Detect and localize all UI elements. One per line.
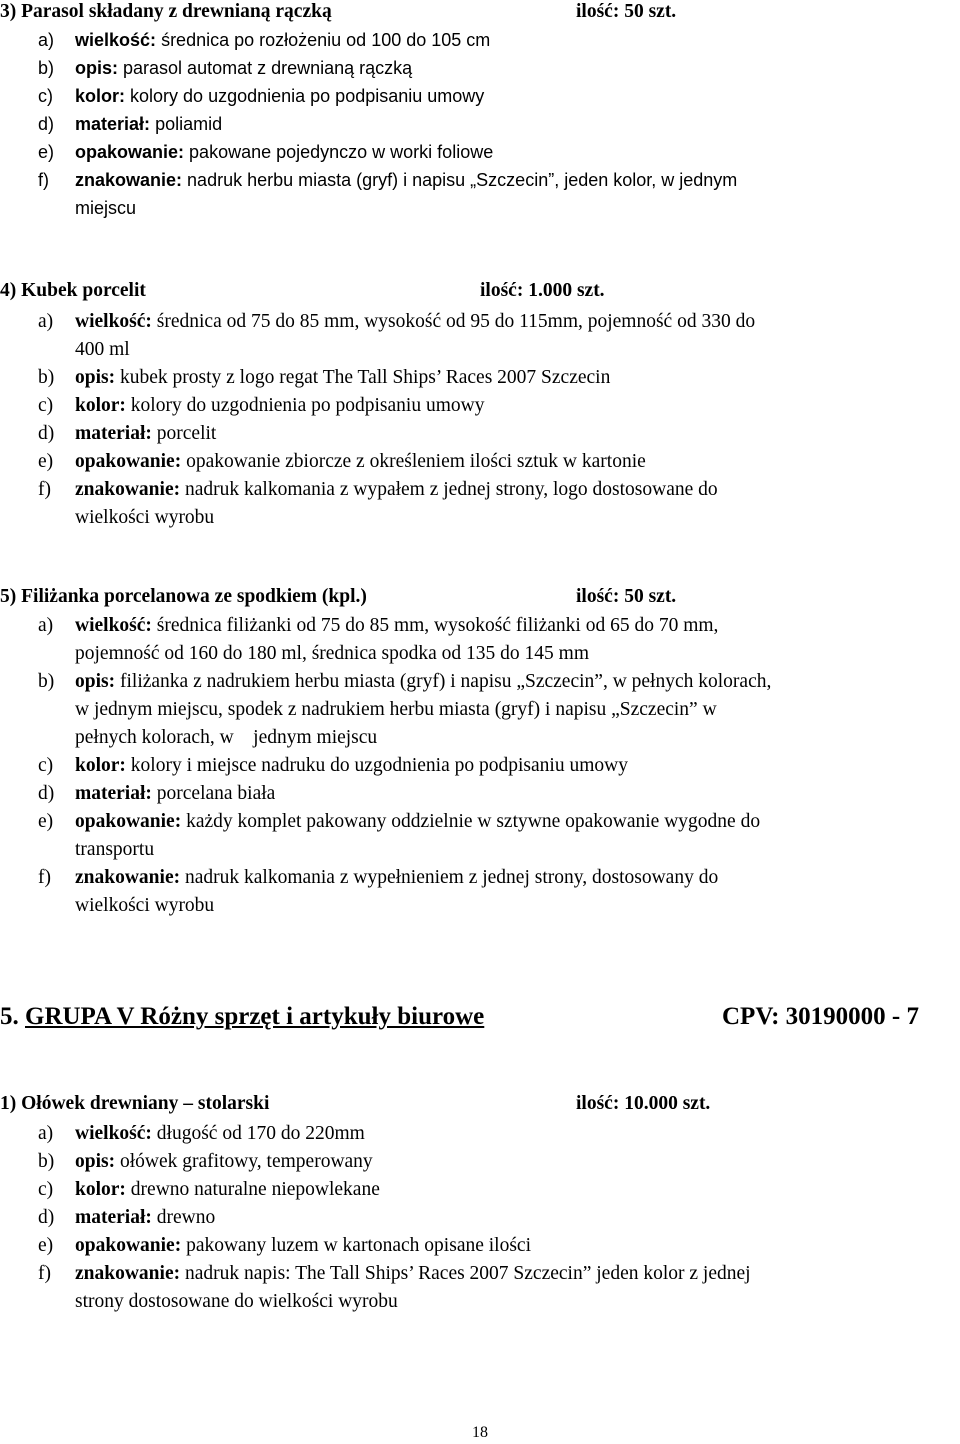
item-letter: d): [38, 1207, 55, 1228]
item-text: [75, 392, 484, 420]
item-label: znakowanie:: [75, 867, 181, 888]
item-text: [75, 420, 216, 448]
item-text: [75, 1232, 531, 1260]
item-label: wielkość:: [75, 30, 157, 50]
item-value: pakowany luzem w kartonach opisane ilości: [186, 1235, 531, 1256]
item-letter: a): [38, 311, 54, 332]
item-letter: c): [38, 395, 54, 416]
section-title: 5) Filiżanka porcelanowa ze spodkiem (kpl.): [0, 586, 367, 607]
item-row: [38, 54, 54, 82]
item-letter: c): [38, 755, 54, 776]
item-label: opakowanie:: [75, 142, 185, 162]
item-value: pakowane pojedynczo w worki foliowe: [189, 142, 494, 162]
item-label: znakowanie:: [75, 170, 183, 190]
item-text: [75, 1148, 373, 1176]
item-value: kolory do uzgodnienia po podpisaniu umowy: [130, 395, 485, 416]
item-text: [75, 1176, 380, 1204]
item-letter: d): [38, 114, 55, 134]
item-label: znakowanie:: [75, 479, 181, 500]
item-text: [75, 476, 718, 504]
item-continuation: strony dostosowane do wielkości wyrobu: [75, 1291, 398, 1312]
item-row: [38, 82, 53, 110]
item-row: [38, 110, 54, 138]
item-value: drewno: [156, 1207, 216, 1228]
item-label: kolor:: [75, 86, 126, 106]
item-letter: b): [38, 367, 55, 388]
item-row: [38, 1260, 51, 1288]
item-label: wielkość:: [75, 615, 152, 636]
item-continuation: transportu: [75, 839, 155, 860]
item-label: opis:: [75, 58, 118, 78]
item-letter: d): [38, 423, 55, 444]
item-value: nadruk napis: The Tall Ships’ Races 2007 Szczecin” jeden kolor z jednej: [184, 1263, 751, 1284]
section-quantity: ilość: 50 szt.: [576, 1, 677, 22]
item-text: [75, 780, 275, 808]
item-value: kolory i miejsce nadruku do uzgodnienia po podpisaniu umowy: [130, 755, 628, 776]
item-letter: e): [38, 451, 54, 472]
item-value: filiżanka z nadrukiem herbu miasta (gryf) i napisu „Szczecin”, w pełnych kolorach,: [119, 671, 772, 692]
item-row: [38, 668, 54, 696]
item-value: opakowanie zbiorcze z określeniem ilości sztuk w kartonie: [186, 451, 646, 472]
item-value: drewno naturalne niepowlekane: [130, 1179, 380, 1200]
item-text: [75, 26, 490, 54]
item-label: wielkość:: [75, 1123, 152, 1144]
item-row: [38, 476, 51, 504]
section-quantity: ilość: 50 szt.: [576, 586, 677, 607]
item-value: ołówek grafitowy, temperowany: [119, 1151, 373, 1172]
item-row: [38, 392, 53, 420]
item-label: materiał:: [75, 1207, 152, 1228]
item-text: [75, 668, 771, 696]
page-number: 18: [472, 1424, 488, 1441]
item-value: średnica po rozłożeniu od 100 do 105 cm: [161, 30, 491, 50]
item-row: [38, 138, 54, 166]
item-label: wielkość:: [75, 311, 152, 332]
item-label: opakowanie:: [75, 1235, 182, 1256]
item-text: [75, 54, 412, 82]
item-letter: f): [38, 867, 51, 888]
item-value: kubek prosty z logo regat The Tall Ships’ Races 2007 Szczecin: [119, 367, 611, 388]
item-label: materiał:: [75, 423, 152, 444]
item-value: parasol automat z drewnianą rączką: [123, 58, 413, 78]
item-row: [38, 612, 53, 640]
item-row: [38, 448, 53, 476]
item-label: materiał:: [75, 114, 151, 134]
item-letter: e): [38, 1235, 54, 1256]
group-heading: [0, 1003, 484, 1031]
item-text: [75, 82, 484, 110]
item-letter: f): [38, 170, 49, 190]
item-value: każdy komplet pakowany oddzielnie w sztywne opakowanie wygodne do: [186, 811, 761, 832]
item-letter: f): [38, 479, 51, 500]
item-label: kolor:: [75, 755, 126, 776]
item-text: [75, 1260, 751, 1288]
item-label: kolor:: [75, 395, 126, 416]
item-value: nadruk kalkomania z wypełnieniem z jednej strony, dostosowany do: [184, 867, 719, 888]
item-letter: f): [38, 1263, 51, 1284]
item-letter: b): [38, 1151, 55, 1172]
item-row: [38, 1176, 53, 1204]
item-letter: a): [38, 1123, 54, 1144]
item-row: [38, 166, 49, 194]
group-number: 5.: [0, 1003, 19, 1030]
item-continuation: miejscu: [75, 198, 137, 218]
item-continuation: pojemność od 160 do 180 ml, średnica spodka od 135 do 145 mm: [75, 643, 589, 664]
item-letter: a): [38, 30, 55, 50]
item-continuation: wielkości wyrobu: [75, 895, 215, 916]
item-row: [38, 752, 53, 780]
item-continuation: pełnych kolorach, w jednym miejscu: [75, 727, 378, 748]
item-row: [38, 1232, 53, 1260]
item-text: [75, 448, 646, 476]
item-row: [38, 308, 53, 336]
item-value: średnica filiżanki od 75 do 85 mm, wysokość filiżanki od 65 do 70 mm,: [156, 615, 719, 636]
item-text: [75, 864, 718, 892]
section-title: 3) Parasol składany z drewnianą rączką: [0, 1, 332, 22]
item-letter: e): [38, 142, 55, 162]
item-text: [75, 752, 628, 780]
item-letter: b): [38, 671, 55, 692]
item-text: [75, 110, 222, 138]
item-letter: a): [38, 615, 54, 636]
item-letter: b): [38, 58, 55, 78]
item-continuation: 400 ml: [75, 339, 130, 360]
section-title: 1) Ołówek drewniany – stolarski: [0, 1093, 270, 1114]
item-value: porcelana biała: [156, 783, 276, 804]
item-label: opis:: [75, 367, 116, 388]
item-row: [38, 864, 51, 892]
item-row: [38, 808, 53, 836]
item-text: [75, 808, 760, 836]
item-row: [38, 1148, 54, 1176]
item-text: [75, 1204, 215, 1232]
item-row: [38, 420, 54, 448]
item-value: średnica od 75 do 85 mm, wysokość od 95 do 115mm, pojemność od 330 do: [156, 311, 756, 332]
item-row: [38, 26, 54, 54]
item-row: [38, 1204, 54, 1232]
item-label: opis:: [75, 671, 116, 692]
item-continuation: w jednym miejscu, spodek z nadrukiem herbu miasta (gryf) i napisu „Szczecin” w: [75, 699, 717, 720]
item-text: [75, 166, 737, 194]
item-value: nadruk kalkomania z wypałem z jednej strony, logo dostosowane do: [184, 479, 718, 500]
item-row: [38, 364, 54, 392]
item-label: kolor:: [75, 1179, 126, 1200]
item-letter: c): [38, 86, 53, 106]
item-text: [75, 612, 718, 640]
item-label: materiał:: [75, 783, 152, 804]
item-text: [75, 364, 610, 392]
section-title: 4) Kubek porcelit: [0, 280, 146, 301]
section-quantity: ilość: 1.000 szt.: [480, 280, 605, 301]
item-letter: c): [38, 1179, 54, 1200]
item-value: kolory do uzgodnienia po podpisaniu umowy: [130, 86, 485, 106]
item-label: opakowanie:: [75, 811, 182, 832]
item-text: [75, 308, 755, 336]
item-row: [38, 1120, 53, 1148]
item-value: poliamid: [155, 114, 223, 134]
item-row: [38, 780, 54, 808]
item-value: nadruk herbu miasta (gryf) i napisu „Szczecin”, jeden kolor, w jednym: [187, 170, 738, 190]
item-continuation: wielkości wyrobu: [75, 507, 215, 528]
item-text: [75, 138, 493, 166]
section-quantity: ilość: 10.000 szt.: [576, 1093, 711, 1114]
item-text: [75, 1120, 365, 1148]
item-label: opakowanie:: [75, 451, 182, 472]
item-letter: d): [38, 783, 55, 804]
item-letter: e): [38, 811, 54, 832]
item-label: opis:: [75, 1151, 116, 1172]
item-value: porcelit: [156, 423, 217, 444]
item-label: znakowanie:: [75, 1263, 181, 1284]
group-cpv: CPV: 30190000 - 7: [722, 1003, 919, 1030]
group-title: GRUPA V Różny sprzęt i artykuły biurowe: [25, 1003, 485, 1030]
item-value: długość od 170 do 220mm: [156, 1123, 365, 1144]
